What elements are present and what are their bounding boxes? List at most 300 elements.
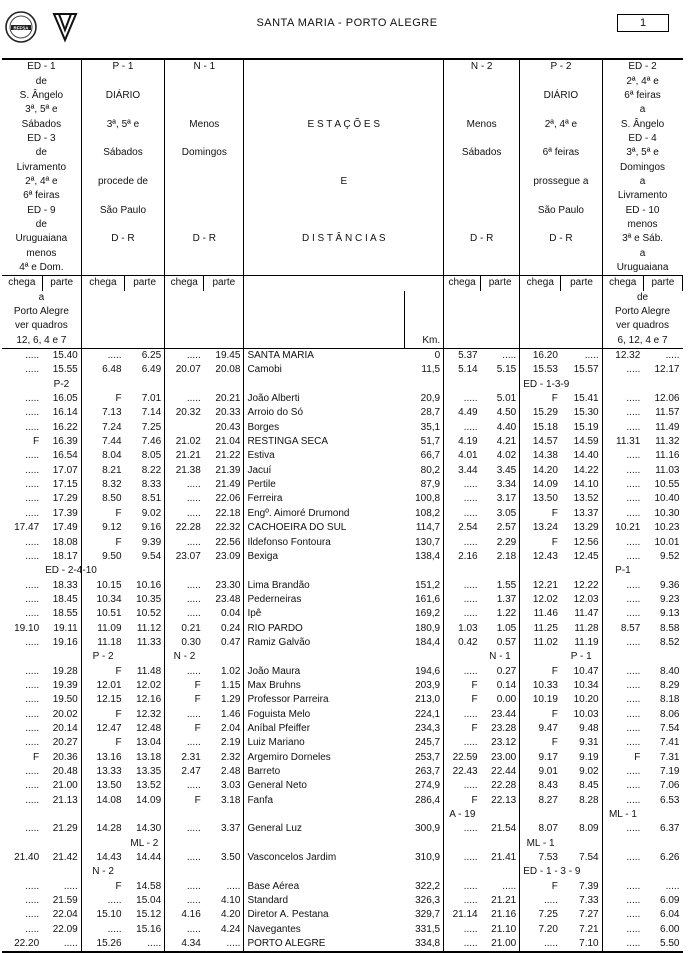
- distance-km: 286,4: [405, 794, 444, 808]
- distance-km: 108,2: [405, 507, 444, 521]
- header-train-cell: [165, 261, 244, 276]
- header-train-cell: a: [639, 247, 646, 259]
- header-train-cell: Sábados: [81, 146, 164, 160]
- station-row: [2, 707, 683, 721]
- time-cell: .....: [25, 550, 40, 562]
- time-cell: 20.21: [204, 392, 244, 406]
- station-name: General Luz: [247, 823, 302, 835]
- time-cell: [125, 865, 165, 879]
- time-cell: 4.16: [181, 909, 201, 921]
- header-train-cell: Sábados: [2, 117, 81, 131]
- time-cell: 10.33: [532, 679, 558, 691]
- time-cell: 3.34: [481, 478, 520, 492]
- header-train-cell: Menos: [444, 117, 520, 131]
- time-cell: 12.45: [561, 550, 602, 564]
- time-cell: F: [115, 393, 122, 405]
- time-cell: [561, 564, 602, 578]
- time-cell: .....: [626, 464, 641, 476]
- time-cell: 13.29: [561, 521, 602, 535]
- time-cell: [2, 837, 42, 851]
- time-cell: 2.47: [181, 766, 201, 778]
- time-cell: 8.33: [125, 478, 165, 492]
- time-cell: .....: [186, 579, 201, 591]
- time-cell: 3.45: [481, 464, 520, 478]
- time-cell: 10.20: [561, 693, 602, 707]
- subheader-cell: parte: [125, 276, 165, 291]
- header-train-cell: S. Ângelo: [620, 118, 665, 130]
- time-cell: .....: [463, 923, 478, 935]
- distance-km: 51,7: [405, 435, 444, 449]
- time-cell: .....: [186, 536, 201, 548]
- header-train-cell: [444, 175, 520, 189]
- time-cell: [204, 564, 244, 578]
- distance-km: 274,9: [405, 779, 444, 793]
- time-cell: 14.44: [125, 851, 165, 865]
- header-station-cell: [244, 218, 444, 232]
- header-train-cell: [81, 218, 164, 232]
- time-cell: 6.48: [102, 364, 122, 376]
- header-train-cell: ED - 10: [625, 204, 660, 216]
- time-cell: [643, 564, 682, 578]
- station-row: [2, 478, 683, 492]
- time-cell: [481, 865, 520, 879]
- time-cell: .....: [186, 493, 201, 505]
- header-train-cell: [81, 132, 164, 146]
- header-train-cell: Uruguaiana: [2, 232, 81, 246]
- station-name: [244, 564, 405, 578]
- time-cell: [602, 650, 643, 664]
- time-cell: P-2: [42, 378, 81, 392]
- time-cell: .....: [544, 895, 558, 907]
- time-cell: 14.58: [125, 880, 165, 894]
- time-cell: .....: [25, 766, 40, 778]
- station-row: [2, 392, 683, 406]
- time-cell: .....: [626, 608, 641, 620]
- time-cell: .....: [25, 593, 40, 605]
- time-cell: 1.46: [204, 707, 244, 721]
- station-name: General Neto: [247, 780, 307, 792]
- time-cell: [42, 837, 81, 851]
- distance-km: 87,9: [405, 478, 444, 492]
- header-train-cell: [520, 218, 602, 232]
- note-row: [2, 334, 683, 349]
- time-cell: 2.54: [458, 522, 478, 534]
- time-cell: 10.03: [561, 707, 602, 721]
- header-train-cell: de: [2, 146, 81, 160]
- time-cell: .....: [25, 608, 40, 620]
- station-name: Lima Brandão: [247, 579, 310, 591]
- time-cell: 7.33: [561, 894, 602, 908]
- time-cell: .....: [626, 722, 641, 734]
- time-cell: 21.14: [452, 909, 478, 921]
- time-cell: .....: [25, 694, 40, 706]
- station-row: [2, 621, 683, 635]
- time-cell: 14.22: [561, 464, 602, 478]
- time-cell: 7.01: [125, 392, 165, 406]
- time-cell: 22.28: [175, 522, 201, 534]
- station-name: SANTA MARIA: [244, 348, 405, 363]
- time-cell: 9.48: [561, 722, 602, 736]
- header-train-cell: [81, 246, 164, 260]
- header-train-cell: 6ª feiras: [2, 189, 81, 203]
- station-row: [2, 363, 683, 377]
- time-cell: .....: [463, 536, 478, 548]
- subheader-cell: chega: [2, 276, 42, 291]
- time-cell: 8.27: [538, 794, 558, 806]
- time-cell: 18.45: [42, 593, 81, 607]
- time-cell: 4.24: [204, 923, 244, 937]
- time-cell: 21.21: [175, 450, 201, 462]
- note-cell: [244, 291, 405, 305]
- time-cell: 8.21: [102, 464, 122, 476]
- time-cell: 21.38: [175, 464, 201, 476]
- time-cell: .....: [25, 679, 40, 691]
- time-cell: 2.29: [481, 535, 520, 549]
- time-cell: A - 19: [449, 809, 476, 821]
- header-train-cell: D - R: [520, 232, 602, 246]
- header-train-cell: [520, 74, 602, 88]
- time-cell: 1.22: [481, 607, 520, 621]
- time-cell: [444, 378, 481, 392]
- time-cell: 21.00: [481, 937, 520, 952]
- time-cell: 11.33: [125, 636, 165, 650]
- header-train-cell: de: [2, 218, 81, 232]
- time-cell: 23.00: [481, 751, 520, 765]
- time-cell: 7.27: [561, 908, 602, 922]
- time-cell: 4.21: [481, 435, 520, 449]
- time-cell: .....: [626, 880, 641, 892]
- header-train-cell: São Paulo: [520, 203, 602, 217]
- time-cell: 12.32: [125, 707, 165, 721]
- station-row: [2, 550, 683, 564]
- note-cell: [444, 305, 520, 319]
- header-train-cell: P - 2: [520, 59, 602, 74]
- time-cell: 9.19: [561, 751, 602, 765]
- subheader-cell: parte: [561, 276, 602, 291]
- station-name: Argemiro Dorneles: [247, 751, 331, 763]
- time-cell: 8.52: [660, 636, 680, 648]
- station-row: [2, 937, 683, 952]
- time-cell: .....: [81, 348, 124, 363]
- time-cell: 8.51: [125, 492, 165, 506]
- time-cell: F: [471, 679, 478, 691]
- time-cell: 21.41: [481, 851, 520, 865]
- distance-km: [405, 808, 444, 822]
- time-cell: [643, 378, 682, 392]
- header-train-cell: ED - 4: [628, 132, 657, 144]
- distance-km: [405, 837, 444, 851]
- time-cell: .....: [626, 507, 641, 519]
- svg-text:RFFSA: RFFSA: [13, 25, 29, 31]
- time-cell: 8.28: [561, 794, 602, 808]
- time-cell: 16.39: [42, 435, 81, 449]
- time-cell: 8.06: [660, 708, 680, 720]
- time-cell: 22.18: [204, 507, 244, 521]
- time-cell: 9.13: [660, 608, 680, 620]
- time-cell: 18.55: [42, 607, 81, 621]
- note-label-row: [2, 837, 683, 851]
- distance-km: 253,7: [405, 751, 444, 765]
- time-cell: 6.00: [660, 923, 680, 935]
- time-cell: F: [115, 880, 122, 892]
- time-cell: F: [471, 722, 478, 734]
- time-cell: 18.08: [42, 535, 81, 549]
- station-row: [2, 348, 683, 363]
- time-cell: 8.18: [660, 694, 680, 706]
- station-name: Foguista Melo: [247, 708, 311, 720]
- time-cell: [444, 865, 481, 879]
- note-cell: [165, 291, 244, 305]
- time-cell: .....: [463, 421, 478, 433]
- time-cell: 16.14: [42, 406, 81, 420]
- time-cell: 13.16: [96, 751, 122, 763]
- time-cell: .....: [463, 493, 478, 505]
- time-cell: .....: [204, 937, 244, 952]
- header-train-cell: [444, 261, 520, 276]
- time-cell: 9.12: [102, 522, 122, 534]
- time-cell: 2.48: [204, 765, 244, 779]
- time-cell: 11.49: [655, 421, 680, 433]
- time-cell: .....: [42, 937, 81, 952]
- note-cell: [244, 305, 405, 319]
- time-cell: [444, 650, 481, 664]
- distance-km: 184,4: [405, 636, 444, 650]
- time-cell: [125, 564, 165, 578]
- time-cell: .....: [25, 737, 40, 749]
- distance-km: 100,8: [405, 492, 444, 506]
- header-train-cell: [165, 175, 244, 189]
- header-train-cell: DIÁRIO: [81, 89, 164, 103]
- time-cell: 12.02: [532, 593, 558, 605]
- time-cell: [165, 837, 204, 851]
- header-row: [2, 103, 683, 117]
- note-label-row: [2, 865, 683, 879]
- time-cell: 22.44: [481, 765, 520, 779]
- time-cell: 3.37: [204, 822, 244, 836]
- header-station-cell: E: [244, 175, 444, 189]
- time-cell: 9.02: [125, 507, 165, 521]
- note-right: Porto Alegre: [615, 306, 671, 318]
- note-right: de: [636, 291, 649, 303]
- time-cell: .....: [665, 880, 680, 892]
- header-row: [2, 132, 683, 146]
- time-cell: 2.04: [204, 722, 244, 736]
- time-cell: 17.29: [42, 492, 81, 506]
- note-right: 6, 12, 4 e 7: [617, 334, 668, 346]
- time-cell: 6.49: [125, 363, 165, 377]
- time-cell: 14.20: [532, 464, 558, 476]
- time-cell: 10.51: [96, 608, 122, 620]
- time-cell: .....: [626, 393, 641, 405]
- time-cell: 10.21: [615, 522, 641, 534]
- time-cell: .....: [626, 909, 641, 921]
- time-cell: 22.13: [481, 794, 520, 808]
- time-cell: [204, 650, 244, 664]
- distance-km: 35,1: [405, 421, 444, 435]
- time-cell: 7.21: [561, 923, 602, 937]
- note-label-row: [2, 650, 683, 664]
- station-row: [2, 449, 683, 463]
- station-name: Pederneiras: [247, 593, 302, 605]
- time-cell: 22.43: [452, 766, 478, 778]
- header-station-cell: D I S T Â N C I A S: [244, 232, 444, 246]
- time-cell: [643, 865, 682, 879]
- time-cell: .....: [25, 909, 40, 921]
- time-cell: 2.19: [204, 736, 244, 750]
- time-cell: 3.50: [204, 851, 244, 865]
- time-cell: [81, 837, 124, 851]
- note-cell: [520, 305, 602, 319]
- time-cell: 19.10: [14, 622, 40, 634]
- time-cell: .....: [25, 636, 40, 648]
- station-row: [2, 751, 683, 765]
- time-cell: [204, 837, 244, 851]
- header-train-cell: menos: [627, 218, 658, 230]
- time-cell: .....: [463, 608, 478, 620]
- time-cell: 13.33: [96, 766, 122, 778]
- time-cell: 0.57: [481, 636, 520, 650]
- time-cell: 15.40: [42, 348, 81, 363]
- note-cell: [244, 334, 405, 349]
- time-cell: 21.21: [481, 894, 520, 908]
- time-cell: F: [551, 536, 558, 548]
- time-cell: ML - 2: [125, 837, 165, 851]
- time-cell: .....: [444, 937, 481, 952]
- time-cell: [2, 808, 42, 822]
- station-name: Vasconcelos Jardim: [247, 852, 337, 864]
- header-row: [2, 218, 683, 232]
- time-cell: 12.48: [125, 722, 165, 736]
- time-cell: F: [194, 722, 201, 734]
- time-cell: .....: [626, 364, 641, 376]
- time-cell: 1.05: [481, 621, 520, 635]
- time-cell: 21.40: [14, 852, 40, 864]
- time-cell: [561, 837, 602, 851]
- time-cell: 2.16: [458, 550, 478, 562]
- time-cell: 14.40: [561, 449, 602, 463]
- time-cell: 9.17: [538, 751, 558, 763]
- note-cell: [405, 291, 444, 305]
- header-row: [2, 59, 683, 74]
- time-cell: .....: [25, 665, 40, 677]
- station-name: CACHOEIRA DO SUL: [247, 522, 347, 534]
- time-cell: 11.02: [533, 636, 558, 648]
- time-cell: [444, 564, 481, 578]
- time-cell: .....: [626, 450, 641, 462]
- time-cell: 23.28: [481, 722, 520, 736]
- station-name: Base Aérea: [247, 880, 300, 892]
- distance-km: 329,7: [405, 908, 444, 922]
- note-left: a: [2, 291, 81, 305]
- time-cell: 9.23: [660, 593, 680, 605]
- time-cell: [643, 808, 682, 822]
- time-cell: .....: [25, 536, 40, 548]
- time-cell: ED - 1-3-9: [523, 378, 570, 390]
- header-station-cell: [244, 103, 444, 117]
- time-cell: [561, 808, 602, 822]
- time-cell: 4.50: [481, 406, 520, 420]
- time-cell: [520, 808, 561, 822]
- time-cell: .....: [25, 479, 40, 491]
- time-cell: 17.49: [42, 521, 81, 535]
- header-train-cell: [444, 218, 520, 232]
- time-cell: 0.00: [481, 693, 520, 707]
- distance-km: 213,0: [405, 693, 444, 707]
- subheader-cell: chega: [444, 276, 481, 291]
- distance-km: 28,7: [405, 406, 444, 420]
- header-train-cell: ED - 1: [2, 59, 81, 74]
- station-name: [244, 865, 405, 879]
- time-cell: .....: [626, 550, 641, 562]
- time-cell: .....: [186, 895, 201, 907]
- time-cell: 9.39: [125, 535, 165, 549]
- header-train-cell: DIÁRIO: [520, 89, 602, 103]
- time-cell: .....: [25, 880, 40, 892]
- time-cell: 11.16: [655, 450, 680, 462]
- time-cell: F: [115, 536, 122, 548]
- station-name: Diretor A. Pestana: [247, 909, 329, 921]
- header-train-cell: [165, 89, 244, 103]
- header-train-cell: 2ª, 4ª e: [626, 75, 659, 87]
- station-row: [2, 923, 683, 937]
- time-cell: 0.42: [458, 636, 478, 648]
- time-cell: 12.32: [602, 348, 643, 363]
- time-cell: .....: [25, 579, 40, 591]
- header-train-cell: [520, 103, 602, 117]
- page-number: 1: [617, 14, 669, 32]
- time-cell: .....: [481, 880, 520, 894]
- time-cell: 15.18: [532, 421, 558, 433]
- distance-km: 66,7: [405, 449, 444, 463]
- header-train-cell: [444, 103, 520, 117]
- time-cell: .....: [626, 737, 641, 749]
- header-train-cell: 2ª, 4ª e: [520, 117, 602, 131]
- header-train-cell: [444, 203, 520, 217]
- time-cell: 19.50: [42, 693, 81, 707]
- time-cell: 11.48: [125, 664, 165, 678]
- header-row: [2, 74, 683, 88]
- time-cell: 8.43: [538, 780, 558, 792]
- header-train-cell: 4ª e Dom.: [2, 261, 81, 276]
- time-cell: 7.10: [561, 937, 602, 952]
- time-cell: 20.43: [204, 421, 244, 435]
- time-cell: 15.16: [125, 923, 165, 937]
- time-cell: .....: [463, 708, 478, 720]
- time-cell: 10.52: [125, 607, 165, 621]
- time-cell: 13.24: [532, 522, 558, 534]
- station-name: Max Bruhns: [247, 679, 301, 691]
- time-cell: 12.15: [96, 694, 122, 706]
- header-train-cell: N - 1: [165, 59, 244, 74]
- time-cell: .....: [25, 393, 40, 405]
- time-cell: 10.35: [125, 593, 165, 607]
- time-cell: 10.01: [654, 536, 680, 548]
- station-row: [2, 794, 683, 808]
- header-train-cell: ED - 9: [2, 203, 81, 217]
- time-cell: .....: [626, 407, 641, 419]
- station-row: [2, 722, 683, 736]
- time-cell: 19.39: [42, 679, 81, 693]
- header-row: [2, 175, 683, 189]
- note-cell: [444, 291, 520, 305]
- header-train-cell: de: [2, 74, 81, 88]
- station-name: Estiva: [247, 450, 275, 462]
- header-row: [2, 146, 683, 160]
- time-cell: .....: [186, 479, 201, 491]
- time-cell: .....: [626, 579, 641, 591]
- note-cell: [405, 305, 444, 319]
- header-train-cell: P - 1: [81, 59, 164, 74]
